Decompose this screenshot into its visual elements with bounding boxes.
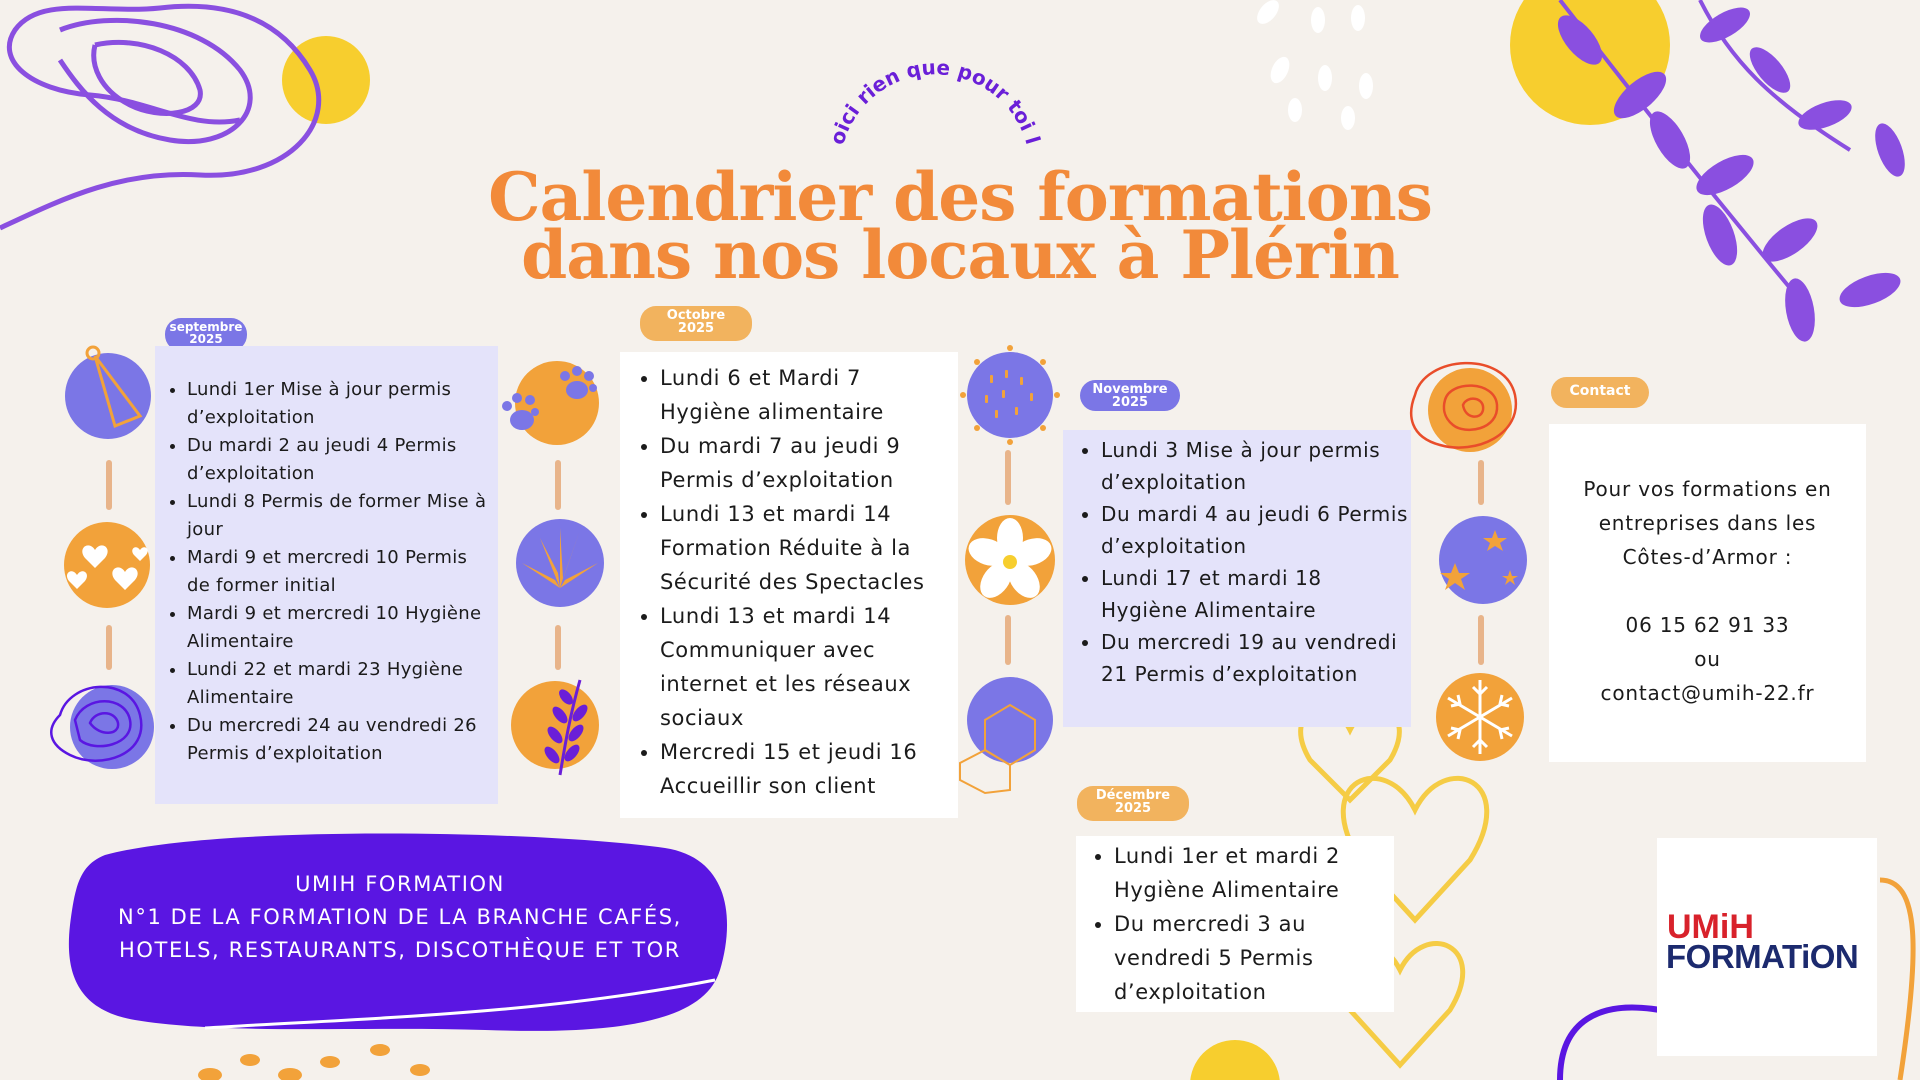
hexagons-icon: [955, 675, 1065, 790]
event-item: • Lundi 3 Mise à jour permis d’exploitation: [1101, 434, 1411, 498]
month-label: septembre: [169, 320, 243, 334]
event-item: • Du mardi 4 au jeudi 6 Permis d’exploitation: [1101, 498, 1411, 562]
contact-label: Contact: [1569, 383, 1631, 399]
stars-icon: [1435, 515, 1535, 605]
event-item: • Du mardi 2 au jeudi 4 Permis d’exploitation: [187, 432, 490, 488]
umih-banner: [80, 868, 720, 967]
svg-text:voici rien que pour toi le: voici rien que pour toi le: [813, 31, 1046, 148]
event-item: • Mercredi 15 et jeudi 16 Accueillir son client: [660, 735, 958, 803]
chain-connector: [1003, 450, 1013, 505]
logo-bottom: FORMATiON: [1666, 938, 1859, 975]
event-item: • Mardi 9 et mercredi 10 Permis de former initial: [187, 544, 490, 600]
arc-subtitle: [813, 31, 1050, 160]
month-pill-november: [1080, 380, 1180, 411]
november-events: [1063, 430, 1411, 727]
chain-connector: [1476, 615, 1486, 665]
event-item: • Lundi 8 Permis de former Mise à jour: [187, 488, 490, 544]
contact-email[interactable]: contact@umih-22.fr: [1600, 681, 1815, 705]
spiral-icon: [1405, 355, 1525, 465]
snowflake-icon: [1435, 672, 1525, 762]
top-right-confetti-decoration: [1240, 0, 1390, 130]
umih-banner-line: N°1 DE LA FORMATION DE LA BRANCHE CAFÉS,: [118, 905, 682, 929]
leaf-plant-icon: [510, 518, 610, 608]
chain-connector: [104, 625, 114, 670]
event-item: • Lundi 6 et Mardi 7 Hygiène alimentaire: [660, 361, 958, 429]
month-year: 2025: [1111, 395, 1149, 410]
month-label: Novembre: [1092, 382, 1168, 397]
sun-dots-icon: [960, 345, 1060, 445]
page-title-line1: Calendrier des formations: [488, 158, 1432, 236]
paw-prints-icon: [495, 358, 605, 453]
event-item: • Lundi 1er Mise à jour permis d’exploitation: [187, 376, 490, 432]
chain-connector: [1476, 460, 1486, 505]
contact-line: Pour vos formations en: [1583, 477, 1832, 501]
contact-line: entreprises dans les: [1598, 511, 1817, 535]
bottom-yellow-circle-decoration: [1190, 1040, 1280, 1080]
contact-or: ou: [1694, 647, 1721, 671]
event-item: • Lundi 1er et mardi 2 Hygiène Alimentaire: [1114, 839, 1394, 907]
chain-connector: [553, 625, 563, 670]
event-item: • Du mercredi 19 au vendredi 21 Permis d’exploitation: [1101, 626, 1411, 690]
event-item: • Lundi 13 et mardi 14 Formation Réduite à la Sécurité des Spectacles: [660, 497, 958, 599]
contact-card: [1549, 424, 1866, 762]
chain-connector: [104, 460, 114, 510]
event-item: • Du mardi 7 au jeudi 9 Permis d’exploitation: [660, 429, 958, 497]
page-title: [0, 158, 1920, 294]
umih-formation-logo: [1657, 838, 1877, 1056]
month-label: Décembre: [1095, 788, 1171, 803]
event-item: • Du mercredi 3 au vendredi 5 Permis d’exploitation: [1114, 907, 1394, 1009]
month-year: 2025: [1114, 801, 1152, 816]
umih-banner-line: UMIH FORMATION: [295, 872, 505, 896]
month-year: 2025: [189, 332, 223, 346]
month-year: 2025: [677, 321, 715, 336]
month-label: Octobre: [666, 308, 726, 323]
month-pill-december: [1077, 786, 1189, 821]
event-item: • Lundi 13 et mardi 14 Communiquer avec internet et les réseaux sociaux: [660, 599, 958, 735]
hearts-icon: [55, 520, 160, 610]
event-item: • Lundi 17 et mardi 18 Hygiène Alimentaire: [1101, 562, 1411, 626]
december-events: [1076, 836, 1394, 1012]
lavender-icon: [510, 675, 610, 780]
umih-banner-line: HOTELS, RESTAURANTS, DISCOTHÈQUE ET TOR: [119, 938, 681, 962]
contact-phone[interactable]: 06 15 62 91 33: [1625, 613, 1790, 637]
contact-line: Côtes-d’Armor :: [1622, 545, 1793, 569]
flower-icon: [960, 512, 1060, 607]
event-item: • Du mercredi 24 au vendredi 26 Permis d’exploitation: [187, 712, 490, 768]
month-pill-october: [640, 306, 752, 341]
chain-connector: [1003, 615, 1013, 665]
contact-pill: [1551, 377, 1649, 408]
event-item: • Lundi 22 et mardi 23 Hygiène Alimentaire: [187, 656, 490, 712]
logo-top: UMiH: [1667, 908, 1754, 946]
event-item: • Mardi 9 et mercredi 10 Hygiène Alimentaire: [187, 600, 490, 656]
party-hat-icon: [60, 336, 160, 440]
september-events: [155, 346, 498, 804]
chain-connector: [553, 460, 563, 510]
page-title-line2: dans nos locaux à Plérin: [521, 216, 1399, 294]
swirl-icon: [40, 675, 160, 775]
october-events: [620, 352, 958, 818]
